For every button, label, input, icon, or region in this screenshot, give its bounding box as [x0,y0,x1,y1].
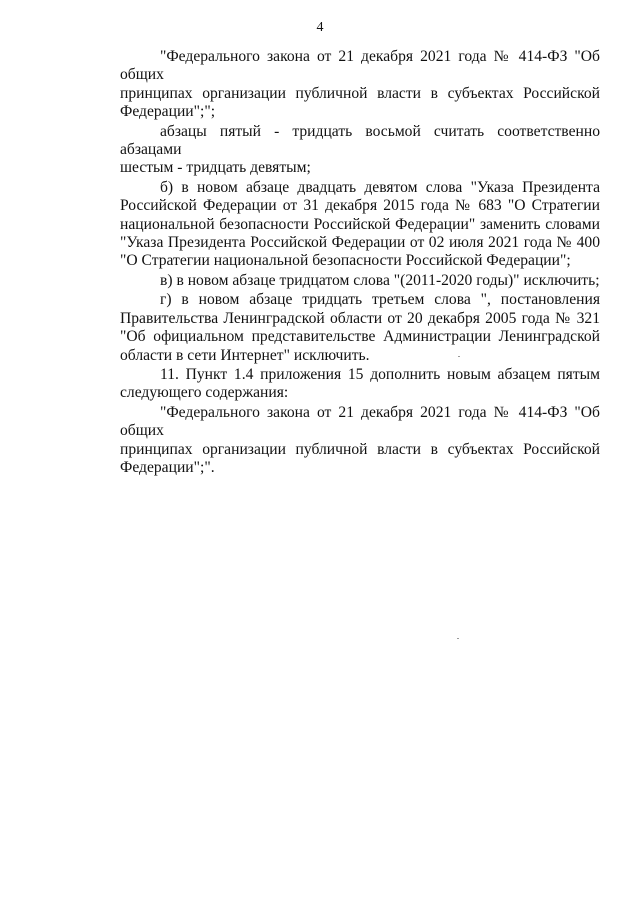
text-line: Федерации";"; [120,103,216,121]
page-number: 4 [316,20,324,35]
text-line: национальной безопасности Российской Федерации" заменить словами [120,215,600,233]
paragraph-federal-law-2 [80,404,600,478]
paragraph-g [80,291,600,365]
text-line: 11. Пункт 1.4 приложения 15 дополнить новым абзацем пятым [160,365,600,383]
scan-speck [458,356,460,357]
text-line: следующего содержания: [120,384,289,402]
text-line: Федерации";". [120,458,215,476]
text-line: "Указа Президента Российской Федерации от 02 июля 2021 года № 400 [120,234,600,252]
text-line: Российской Федерации от 31 декабря 2015 года № 683 "О Стратегии [120,197,600,215]
document-body [80,48,600,478]
text-line: принципах организации публичной власти в субъектах Российской [120,84,600,102]
paragraph-federal-law-1 [80,48,600,122]
text-line: в) в новом абзаце тридцатом слова "(2011-2020 годы)" исключить; [160,271,600,289]
text-line: "О Стратегии национальной безопасности Российской Федерации"; [120,252,571,270]
paragraph-b [80,179,600,271]
text-line: "Федерального закона от 21 декабря 2021 года № 414-ФЗ "Об общих [120,48,600,84]
paragraph-v [80,272,600,290]
text-line: Правительства Ленинградской области от 20 декабря 2005 года № 321 [120,309,600,327]
text-line: "Об официальном представительстве Администрации Ленинградской [120,328,600,346]
text-line: г) в новом абзаце тридцать третьем слова ", постановления [160,291,600,309]
text-line: принципах организации публичной власти в субъектах Российской [120,440,600,458]
text-line: б) в новом абзаце двадцать девятом слова "Указа Президента [160,178,600,196]
text-line: области в сети Интернет" исключить. [120,346,370,364]
text-line: шестым - тридцать девятым; [120,159,311,177]
text-line: "Федерального закона от 21 декабря 2021 года № 414-ФЗ "Об общих [120,403,600,440]
paragraph-item-11 [80,366,600,403]
scan-speck [457,638,459,639]
paragraph-renumber [80,123,600,178]
text-line: абзацы пятый - тридцать восьмой считать соответственно абзацами [120,122,600,159]
